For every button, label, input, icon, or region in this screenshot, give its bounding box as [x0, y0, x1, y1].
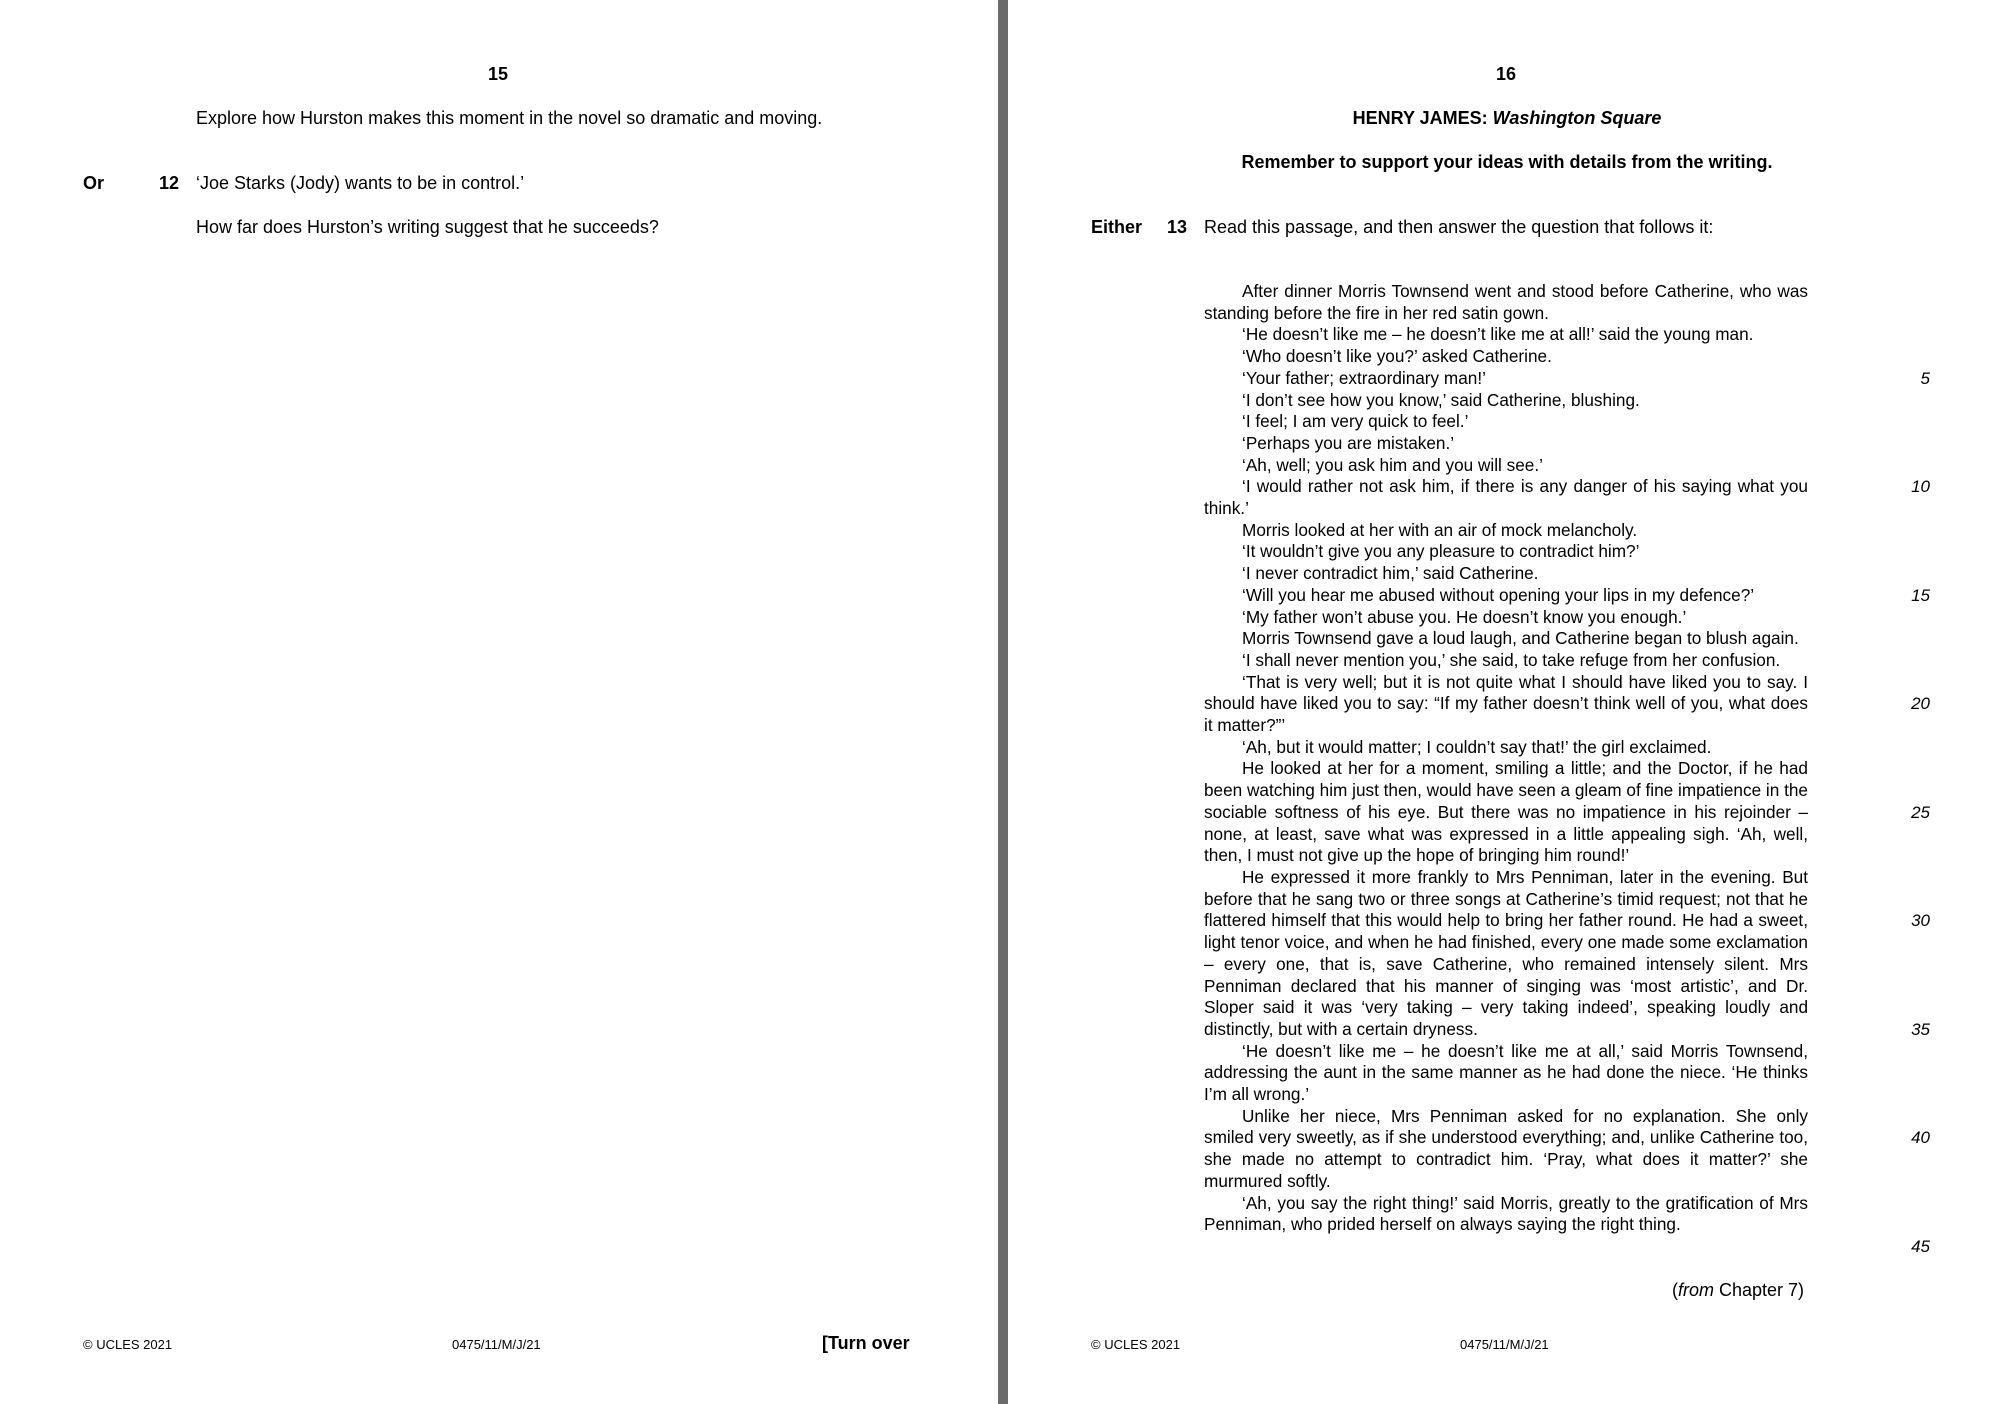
- line-number: 15: [1911, 585, 1930, 605]
- line-number: 40: [1911, 1128, 1930, 1148]
- right-page: [1008, 0, 2006, 1404]
- passage-paragraph: ‘Will you hear me abused without opening your lips in my defence?’: [1242, 584, 1755, 605]
- heading-author: HENRY JAMES:: [1352, 108, 1488, 128]
- source-chapter: Chapter 7): [1713, 1280, 1804, 1300]
- question-quote: ‘Joe Starks (Jody) wants to be in control.’: [196, 173, 525, 193]
- passage-paragraph: ‘I never contradict him,’ said Catherine.: [1242, 563, 1539, 584]
- passage-paragraph: He looked at her for a moment, smiling a little; and the Doctor, if he had been watching him just then, would have seen a gleam of fine impatience in the sociable softness of his eye. But there was no impatience in his rejoinder – none, at least, save what was expressed in a little appealing sigh. ‘Ah, well, then, I must not give up the hope of bringing him round!’: [1204, 758, 1808, 866]
- intro-question: Explore how Hurston makes this moment in the novel so dramatic and moving.: [196, 108, 823, 128]
- question-prompt: How far does Hurston’s writing suggest that he succeeds?: [196, 217, 659, 237]
- line-number: 5: [1920, 368, 1930, 388]
- question-instruction: Read this passage, and then answer the question that follows it:: [1204, 217, 1714, 237]
- passage-paragraph: Morris Townsend gave a loud laugh, and Catherine began to blush again.: [1242, 628, 1799, 649]
- footer-copyright: © UCLES 2021: [83, 1337, 173, 1352]
- extract-passage: [1204, 281, 1808, 1236]
- passage-paragraph: ‘My father won’t abuse you. He doesn’t know you enough.’: [1242, 606, 1687, 627]
- reminder-text: Remember to support your ideas with details from the writing.: [1241, 152, 1773, 172]
- page-number: 15: [488, 64, 509, 84]
- line-number: 10: [1911, 477, 1930, 497]
- passage-paragraph: Unlike her niece, Mrs Penniman asked for no explanation. She only smiled very sweetly, as if she understood everything; and, unlike Catherine too, she made no attempt to contradict him. ‘Pray, what does it matter?’ she murmured softly.: [1204, 1105, 1808, 1191]
- line-number: 25: [1911, 802, 1930, 822]
- passage-paragraph: ‘Your father; extraordinary man!’: [1242, 367, 1486, 388]
- heading-title: Washington Square: [1492, 108, 1662, 128]
- line-number: 45: [1911, 1236, 1930, 1256]
- passage-paragraph: ‘I would rather not ask him, if there is any danger of his saying what you think.’: [1204, 476, 1808, 519]
- passage-paragraph: ‘I shall never mention you,’ she said, to take refuge from her confusion.: [1242, 649, 1781, 670]
- passage-paragraph: ‘Who doesn’t like you?’ asked Catherine.: [1242, 346, 1552, 367]
- line-numbers: [1868, 281, 1930, 1261]
- question-number: 12: [159, 173, 180, 193]
- turn-over-label: [Turn over: [822, 1333, 910, 1353]
- footer-copyright: © UCLES 2021: [1091, 1337, 1181, 1352]
- left-page: [0, 0, 998, 1404]
- passage-paragraph: After dinner Morris Townsend went and stood before Catherine, who was standing before the fire in her red satin gown.: [1204, 281, 1808, 323]
- passage-source: [1672, 1280, 1804, 1301]
- passage-paragraph: ‘Ah, well; you ask him and you will see.’: [1242, 454, 1543, 475]
- question-number: 13: [1167, 217, 1188, 237]
- page-spine: [998, 0, 1008, 1404]
- passage-paragraph: ‘Ah, you say the right thing!’ said Morris, greatly to the gratification of Mrs Penniman, who prided herself on always saying the right thing.: [1204, 1192, 1808, 1235]
- passage-paragraph: ‘I feel; I am very quick to feel.’: [1242, 411, 1469, 432]
- footer-code: 0475/11/M/J/21: [452, 1337, 541, 1352]
- passage-paragraph: ‘I don’t see how you know,’ said Catherine, blushing.: [1242, 389, 1640, 410]
- passage-paragraph: ‘Perhaps you are mistaken.’: [1242, 432, 1455, 453]
- line-number: 35: [1911, 1019, 1930, 1039]
- passage-paragraph: ‘Ah, but it would matter; I couldn’t say that!’ the girl exclaimed.: [1242, 736, 1712, 757]
- section-heading: [1008, 107, 2006, 129]
- line-number: 30: [1911, 911, 1930, 931]
- either-label: Either: [1091, 217, 1143, 237]
- line-number: 20: [1911, 694, 1930, 714]
- footer-code: 0475/11/M/J/21: [1460, 1337, 1549, 1352]
- page-number: 16: [1496, 64, 1517, 84]
- source-open: (: [1671, 1280, 1678, 1300]
- passage-paragraph: ‘That is very well; but it is not quite what I should have liked you to say. I should have liked you to say: “If my father doesn’t think well of you, what does it matter?”’: [1204, 671, 1808, 736]
- passage-paragraph: ‘He doesn’t like me – he doesn’t like me at all,’ said Morris Townsend, addressing the aunt in the same manner as he had done the niece. ‘He thinks I’m all wrong.’: [1204, 1040, 1808, 1105]
- passage-paragraph: Morris looked at her with an air of mock melancholy.: [1242, 519, 1638, 540]
- passage-paragraph: ‘He doesn’t like me – he doesn’t like me at all!’ said the young man.: [1242, 324, 1754, 345]
- passage-paragraph: He expressed it more frankly to Mrs Penniman, later in the evening. But before that he sang two or three songs at Catherine’s timid request; not that he flattered himself that this would help to bring her father round. He had a sweet, light tenor voice, and when he had finished, every one made some exclamation – every one, that is, save Catherine, who remained intensely silent. Mrs Penniman declared that his manner of singing was ‘most artistic’, and Dr. Sloper said it was ‘very taking – very taking indeed’, speaking loudly and distinctly, but with a certain dryness.: [1204, 866, 1808, 1039]
- source-from: from: [1677, 1280, 1714, 1300]
- or-label: Or: [83, 173, 105, 193]
- passage-paragraph: ‘It wouldn’t give you any pleasure to contradict him?’: [1242, 541, 1640, 562]
